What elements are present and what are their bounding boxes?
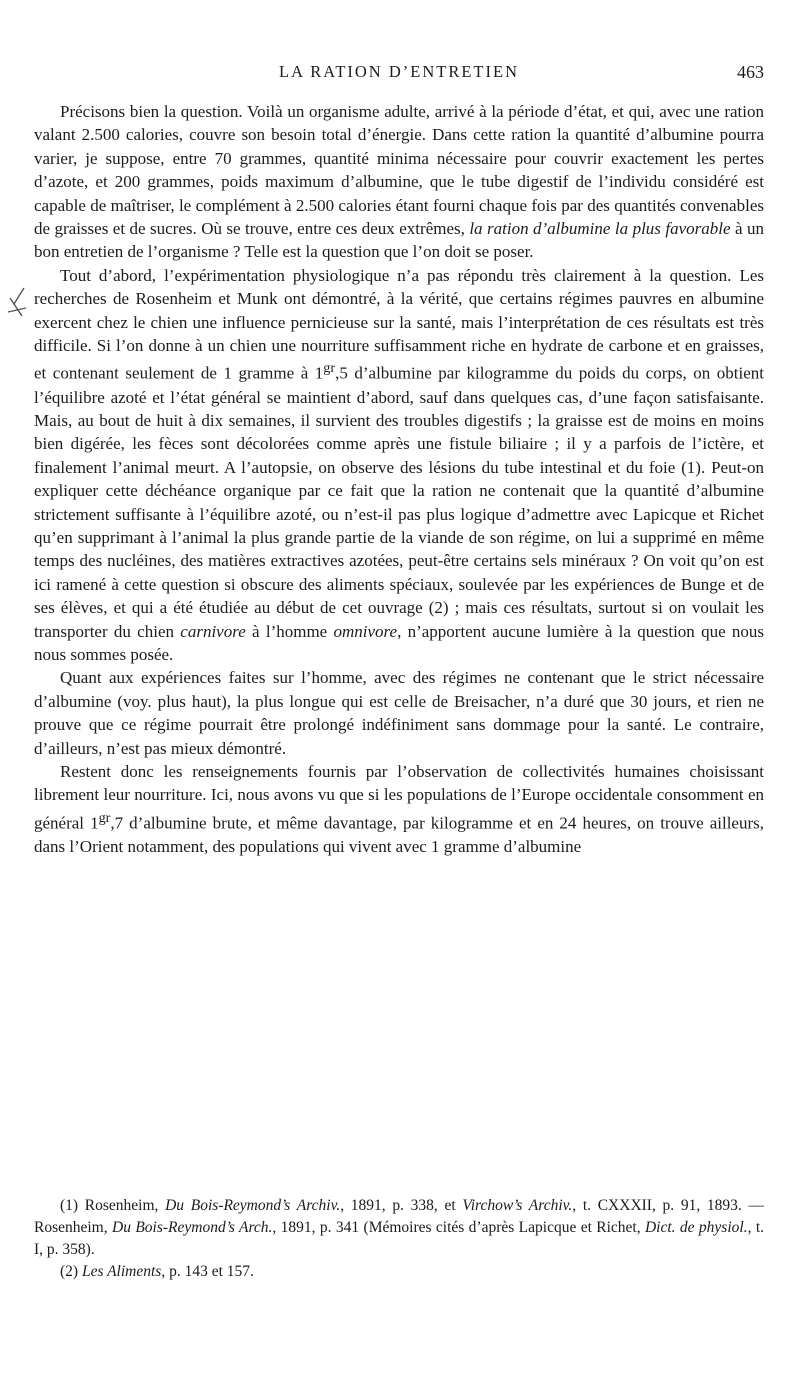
paragraph-1 [34,100,764,264]
text-run: , t. I, p. 358). [34,1219,765,1258]
italic-run: Les Aliments [81,1263,162,1280]
footnote-2 [34,1261,764,1283]
italic-run: Du Bois-Reymond’s Archiv. [165,1197,341,1214]
text-run: à un bon entretien de l’organisme ? Telle est la question que l’on doit se poser. [34,219,765,262]
text-run: , t. CXXXII, p. 91, 1893. — Rosenheim, [34,1197,764,1236]
superscript: gr [98,809,111,826]
text-run: Précisons bien la question. Voilà un organisme adulte, arrivé à la période d’état, et qui, avec une ration valant 2.500 calories, couvre son besoin total d’énergie. Dans cette ration la quantité d’albumine pourra varier, je suppose, entre 70 grammes, quantité minima nécessaire pour couvrir exactement les pertes d’azote, et 200 grammes, poids maximum d’albumine, que le tube digestif de l’individu considéré est capable de maîtriser, le complément à 2.500 calories étant fourni chaque fois par des quantités convenables de graisses et de sucres. Où se trouve, entre ces deux extrêmes, [34,102,764,239]
italic-run: carnivore [180,621,246,641]
text-run: , 1891, p. 341 (Mémoires cités d’après Lapicque et Richet, [272,1219,645,1236]
text-run: , p. 143 et 157. [161,1263,254,1280]
italic-run: la ration d’albumine la plus favorable [469,219,731,239]
footnotes [34,1195,764,1283]
superscript: gr [323,360,336,377]
paragraph-3: Quant aux expériences faites sur l’homme, avec des régimes ne contenant que le strict nécessaire d’albumine (voy. plus haut), la plus longue qui est celle de Breisacher, n’a duré que 30 jours, et rien ne prouve que ce régime pourrait être prolongé indéfiniment sans dommage pour la santé. Le contraire, d’ailleurs, n’est pas mieux démontré. [34,668,764,758]
text-run: (2) [60,1263,82,1280]
text-run: Restent donc les renseignements fournis par l’observation de collectivités humaines choisissant librement leur nourriture. Ici, nous avons vu que si les populations de l’Europe occidentale consomment en général 1 [34,762,764,833]
italic-run: Dict. de physiol. [644,1219,748,1236]
paragraph-4 [34,760,764,858]
italic-run: omnivore [333,621,398,641]
footnote-1 [34,1195,764,1261]
text-run: (1) Rosenheim, [60,1197,166,1214]
italic-run: Du Bois-Reymond’s Arch. [112,1219,273,1236]
text-run: à l’homme [245,621,334,641]
text-run: ,5 d’albumine par kilogramme du poids du corps, on obtient l’équilibre azoté et l’état général se maintient d’abord, sauf dans quelques cas, d’une façon satisfaisante. Mais, au bout de huit à dix semaines, il survient des troubles digestifs ; la graisse est de moins en moins bien digérée, les fèces sont décolorées comme après une fistule biliaire ; il y a parfois de l’ictère, et finalement l’animal meurt. A l’autopsie, on observe des lésions du tube intestinal et du foie (1). Peut-on expliquer cette déchéance organique par ce fait que la ration ne contenait que la quantité d’albumine strictement suffisante à l’équilibre azoté, ou n’est-il pas plus logique d’admettre avec Lapicque et Richet qu’en supprimant à l’animal la plus grande partie de la viande de son régime, on lui a supprimé en même temps des nucléines, des matières extractives azotées, peut-être certains sels minéraux ? On voit qu’on est ici ramené à cette question si obscure des aliments spéciaux, soulevée par les expériences de Bunge et de ses élèves, et qui a été étudiée au début de cet ouvrage (2) ; mais ces résultats, surtout si on voulait les transporter du chien [34,364,764,641]
page-number: 463 [737,62,764,82]
text-run: , n’apportent aucune lumière à la question que nous nous sommes posée. [34,621,765,664]
paragraph-2 [34,264,764,667]
page-header [34,62,764,90]
text-run: ,7 d’albumine brute, et même davantage, par kilogramme et en 24 heures, on trouve ailleurs, dans l’Orient notamment, des populations qui vivent avec 1 gramme d’albumine [34,813,764,856]
pencil-mark-icon [4,286,30,322]
text-run: Tout d’abord, l’expérimentation physiologique n’a pas répondu très clairement à la question. Les recherches de Rosenheim et Munk ont démontré, à la vérité, que certains régimes pauvres en albumine exercent chez le chien une influence pernicieuse sur la santé, mais l’interprétation de ces résultats est très difficile. Si l’on donne à un chien une nourriture suffisamment riche en hydrate de carbone et en graisses, et contenant seulement de 1 gramme à 1 [34,265,764,384]
running-title: LA RATION D’ENTRETIEN [279,62,519,81]
italic-run: Virchow’s Archiv. [462,1197,573,1214]
body-text [34,100,764,858]
text-run: , 1891, p. 338, et [340,1197,463,1214]
